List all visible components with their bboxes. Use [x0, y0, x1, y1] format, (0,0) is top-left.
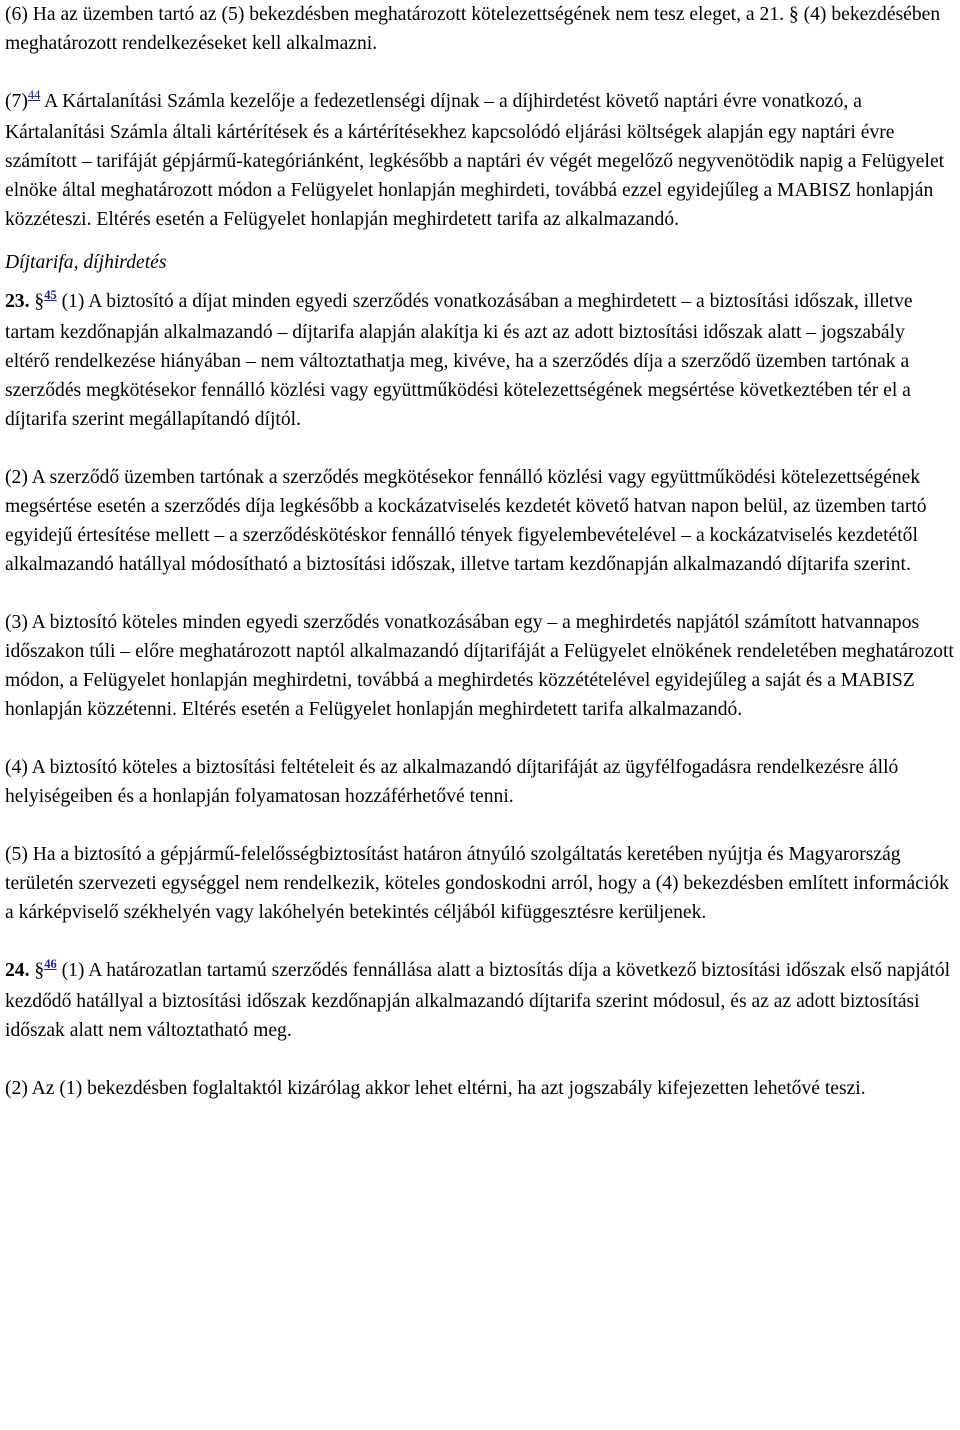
section-sign: §: [34, 291, 45, 312]
paragraph-7-prefix: (7): [5, 91, 28, 112]
section-23-number: 23.: [5, 291, 30, 312]
section-23-paragraph-5: (5) Ha a biztosító a gépjármű-felelősségbiztosítást határon átnyúló szolgáltatás keretében nyújtja és Magyarország területén szervezeti egységgel nem rendelkezik, köteles gondoskodni arról, hogy a (4) bekezdésben említett információk a kárképviselő székhelyén vagy lakóhelyén betekintés céljából kifüggesztésre kerüljenek.: [5, 844, 949, 923]
section-23-paragraph-4: (4) A biztosító köteles a biztosítási feltételeit és az alkalmazandó díjtarifáját az ügyfélfogadásra rendelkezésre álló helyiségeiben és a honlapján folyamatosan hozzáférhetővé tenni.: [5, 757, 899, 807]
footnote-link-45[interactable]: 45: [44, 288, 57, 302]
section-23-paragraph-1: [5, 287, 954, 434]
section-24-paragraph-1: [5, 956, 954, 1045]
section-23-paragraph-3: (3) A biztosító köteles minden egyedi szerződés vonatkozásában egy – a meghirdetés napjától számított hatvannapos időszakon túli – előre meghatározott naptól alkalmazandó díjtarifáját a Felügyelet elnökének rendeletében meghatározott módon, a Felügyelet honlapján meghirdetni, továbbá a meghirdetés közzétételével egyidejűleg a saját és a MABISZ honlapján közzétenni. Eltérés esetén a Felügyelet honlapján meghirdetett tarifa alkalmazandó.: [5, 612, 954, 720]
footnote-link-44[interactable]: 44: [27, 88, 41, 102]
section-24-paragraph-1-text: (1) A határozatlan tartamú szerződés fennállása alatt a biztosítás díja a következő biztosítási időszak első napjától kezdődő hatállyal a biztosítási időszak kezdőnapján alkalmazandó díjtarifa szerint módosul, és az az adott biztosítási időszak alatt nem változtatható meg.: [5, 960, 951, 1041]
section-24-number: 24.: [5, 960, 30, 981]
paragraph-7: [5, 87, 954, 234]
paragraph-7-text: A Kártalanítási Számla kezelője a fedezetlenségi díjnak – a díjhirdetést követő naptári évre vonatkozó, a Kártalanítási Számla általi kártérítések és a kártérítésekhez kapcsolódó eljárási költségek alapján egy naptári évre számított – tarifáját gépjármű-kategóriánként, legkésőbb a naptári év végét megelőző negyvenötödik napig a Felügyelet elnöke által meghatározott módon a Felügyelet honlapján meghirdeti, továbbá ezzel egyidejűleg a MABISZ honlapján közzéteszi. Eltérés esetén a Felügyelet honlapján meghirdetett tarifa az alkalmazandó.: [5, 91, 945, 230]
section-23-paragraph-1-text: (1) A biztosító a díjat minden egyedi szerződés vonatkozásában a meghirdetett – a biztosítási időszak, illetve tartam kezdőnapján alkalmazandó – díjtarifa alapján alakítja ki és azt az adott biztosítási időszak alatt – jogszabály eltérő rendelkezése hiányában – nem változtathatja meg, kivéve, ha a szerződés díja a szerződő üzemben tartónak a szerződés megkötésekor fennálló közlési vagy együttműködési kötelezettségének megsértése következtében tér el a díjtarifa szerint megállapítandó díjtól.: [5, 291, 913, 430]
footnote-link-46[interactable]: 46: [44, 957, 57, 971]
section-24-paragraph-2: (2) Az (1) bekezdésben foglaltaktól kizárólag akkor lehet eltérni, ha azt jogszabály kifejezetten lehetővé teszi.: [5, 1078, 866, 1099]
paragraph-6: (6) Ha az üzemben tartó az (5) bekezdésben meghatározott kötelezettségének nem tesz eleget, a 21. § (4) bekezdésében meghatározott rendelkezéseket kell alkalmazni.: [5, 4, 941, 54]
section-heading: Díjtarifa, díjhirdetés: [5, 252, 167, 273]
section-23-paragraph-2: (2) A szerződő üzemben tartónak a szerződés megkötésekor fennálló közlési vagy együttműködési kötelezettségének megsértése esetén a szerződés díja legkésőbb a kockázatviselés kezdetét követő hatvan napon belül, az üzemben tartó egyidejű értesítése mellett – a szerződéskötéskor fennálló tények figyelembevételével – a kockázatviselés kezdetétől alkalmazandó hatállyal módosítható a biztosítási időszak, illetve tartam kezdőnapján alkalmazandó díjtarifa szerint.: [5, 467, 927, 575]
section-sign: §: [34, 960, 45, 981]
